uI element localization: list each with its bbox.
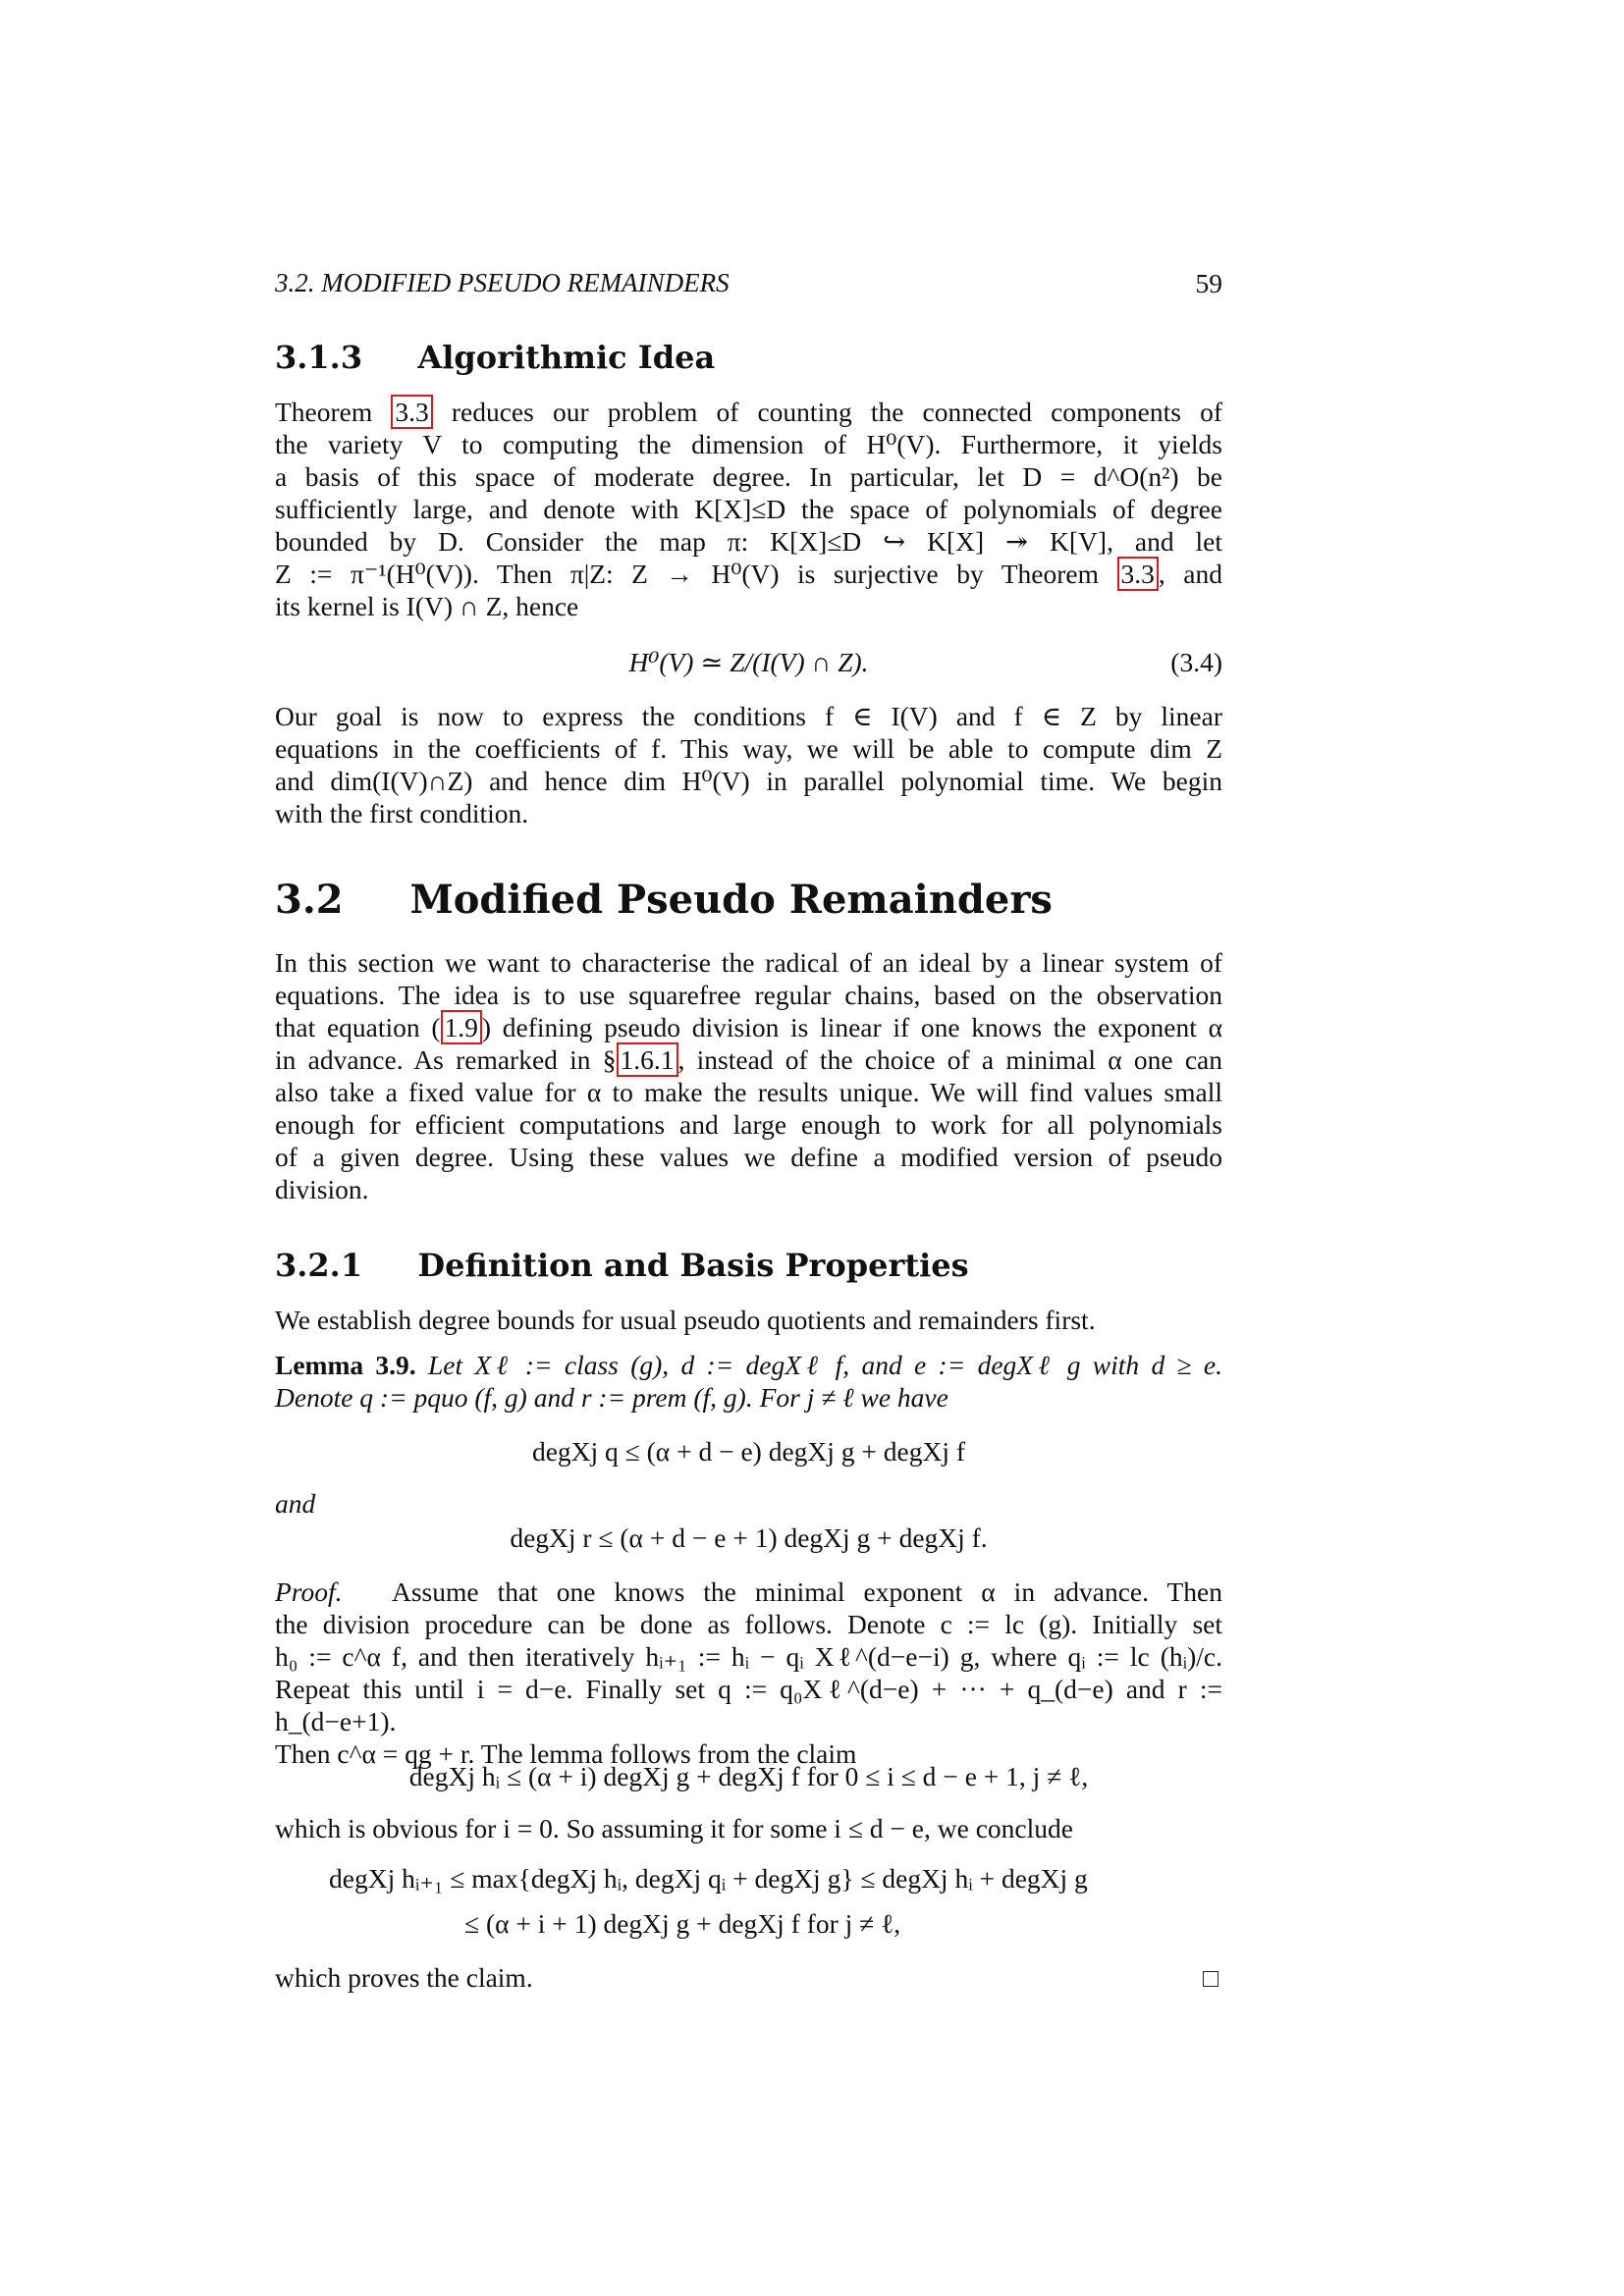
text-line [275,1011,1222,1043]
text-run: , and [1158,559,1222,589]
text-line [275,1349,1222,1381]
lemma-label: Lemma 3.9. [275,1350,416,1380]
equation-3-4 [275,646,1222,679]
section-number: 3.2 [275,877,344,923]
subsection-title: Definition and Basis Properties [417,1247,969,1284]
text-line: equations in the coefficients of f. This way, we will be able to compute dim Z [275,733,1222,764]
proof-label: Proof. [275,1576,343,1607]
text-line: its kernel is I(V) ∩ Z, hence [275,591,579,621]
text-line: equations. The idea is to use squarefree regular chains, based on the observation [275,980,1222,1010]
text-line: with the first condition. [275,798,529,828]
text-line: In this section we want to characterise the radical of an ideal by a linear system of [275,947,1222,978]
text-line: Then c^α = qg + r. The lemma follows from the claim [275,1738,857,1769]
section-1-6-1-link[interactable]: 1.6.1 [617,1042,678,1077]
text-run: Assume that one knows the minimal exponent α in advance. Then [391,1576,1222,1607]
text-line: sufficiently large, and denote with K[X]≤D the space of polynomials of degree [275,494,1222,524]
text-line: enough for efficient computations and large enough to work for all polynomials [275,1109,1222,1140]
text-line: h₀ := c^α f, and then iteratively hᵢ₊₁ := hᵢ − qᵢ Xℓ^(d−e−i) g, where qᵢ := lc (hᵢ)/c. [275,1641,1222,1672]
equation-formula: H⁰(V) ≃ Z/(I(V) ∩ Z). [628,647,869,677]
text-run: in advance. As remarked in § [275,1044,617,1075]
paragraph-degree-bounds: We establish degree bounds for usual pseudo quotients and remainders first. [275,1305,1096,1335]
subsection-heading-3-2-1 [275,1247,969,1284]
paragraph-goal [275,700,1222,829]
text-run: reduces our problem of counting the connected components of [451,397,1222,427]
equation-1-9-link[interactable]: 1.9 [441,1010,482,1044]
text-line: Denote q := pquo (f, g) and r := prem (f, g). For j ≠ ℓ we have [275,1382,948,1413]
theorem-3-3-link[interactable]: 3.3 [391,395,432,429]
text-line: the variety V to computing the dimension of H⁰(V). Furthermore, it yields [275,429,1222,459]
proof-text-line: which is obvious for i = 0. So assuming it for some i ≤ d − e, we conclude [275,1813,1073,1843]
text-run: ) defining pseudo division is linear if one knows the exponent α [481,1012,1222,1042]
text-run: , instead of the choice of a minimal α one can [677,1044,1222,1075]
lemma-and-word: and [275,1488,316,1519]
subsection-heading-3-1-3 [275,339,715,376]
text-run: Z := π⁻¹(H⁰(V)). Then π|Z: Z → H⁰(V) is surjective by Theorem [275,559,1100,589]
subsection-number: 3.2.1 [275,1247,363,1284]
equation-number: (3.4) [1170,647,1222,677]
lemma-3-9 [275,1349,1222,1414]
text-line: division. [275,1174,369,1204]
text-run: that equation ( [275,1012,441,1042]
subsection-number: 3.1.3 [275,339,363,376]
text-line: Our goal is now to express the conditions f ∈ I(V) and f ∈ Z by linear [275,701,1222,731]
proof-block [275,1575,1222,1770]
proof-claim-equation: degXj hᵢ ≤ (α + i) degXj g + degXj f for 0 ≤ i ≤ d − e + 1, j ≠ ℓ, [408,1761,1089,1791]
text-line [275,1575,1222,1608]
text-line [275,396,1222,428]
paragraph-section-intro [275,946,1222,1205]
text-line: the division procedure can be done as follows. Denote c := lc (g). Initially set [275,1609,1222,1639]
subsection-title: Algorithmic Idea [417,339,716,376]
running-head-section: 3.2. MODIFIED PSEUDO REMAINDERS [275,268,730,297]
text-line: and dim(I(V)∩Z) and hence dim H⁰(V) in parallel polynomial time. We begin [275,766,1222,796]
section-title: Modified Pseudo Remainders [409,877,1053,923]
paragraph-algorithmic-idea [275,396,1222,622]
proof-conclusion: which proves the claim. [275,1962,533,1993]
text-line [275,1043,1222,1076]
section-heading-3-2 [275,877,1053,923]
text-run: Theorem [275,397,373,427]
lemma-equation-1: degXj q ≤ (α + d − e) degXj g + degXj f [531,1436,966,1467]
text-line: of a given degree. Using these values we define a modified version of pseudo [275,1142,1222,1172]
page-number: 59 [1195,268,1222,298]
text-line: Repeat this until i = d−e. Finally set q := q₀Xℓ^(d−e) + ··· + q_(d−e) and r := h_(d−e+1). [275,1674,1222,1736]
lemma-equation-2: degXj r ≤ (α + d − e + 1) degXj g + degXj f. [510,1522,988,1553]
proof-inequality-line-1: degXj hᵢ₊₁ ≤ max{degXj hᵢ, degXj qᵢ + degXj g} ≤ degXj hᵢ + degXj g [329,1863,1088,1894]
text-line: also take a fixed value for α to make the results unique. We will find values small [275,1077,1222,1107]
qed-square-icon [1203,1971,1218,1991]
text-line: a basis of this space of moderate degree. In particular, let D = d^O(n²) be [275,461,1222,492]
text-run: Let Xℓ := class (g), d := degXℓ f, and e := degXℓ g with d ≥ e. [427,1350,1222,1380]
theorem-3-3-link-2[interactable]: 3.3 [1117,557,1159,591]
proof-inequality-line-2: ≤ (α + i + 1) degXj g + degXj f for j ≠ ℓ, [464,1908,901,1939]
text-line: bounded by D. Consider the map π: K[X]≤D ↪ K[X] ↠ K[V], and let [275,526,1222,557]
text-line [275,558,1222,590]
